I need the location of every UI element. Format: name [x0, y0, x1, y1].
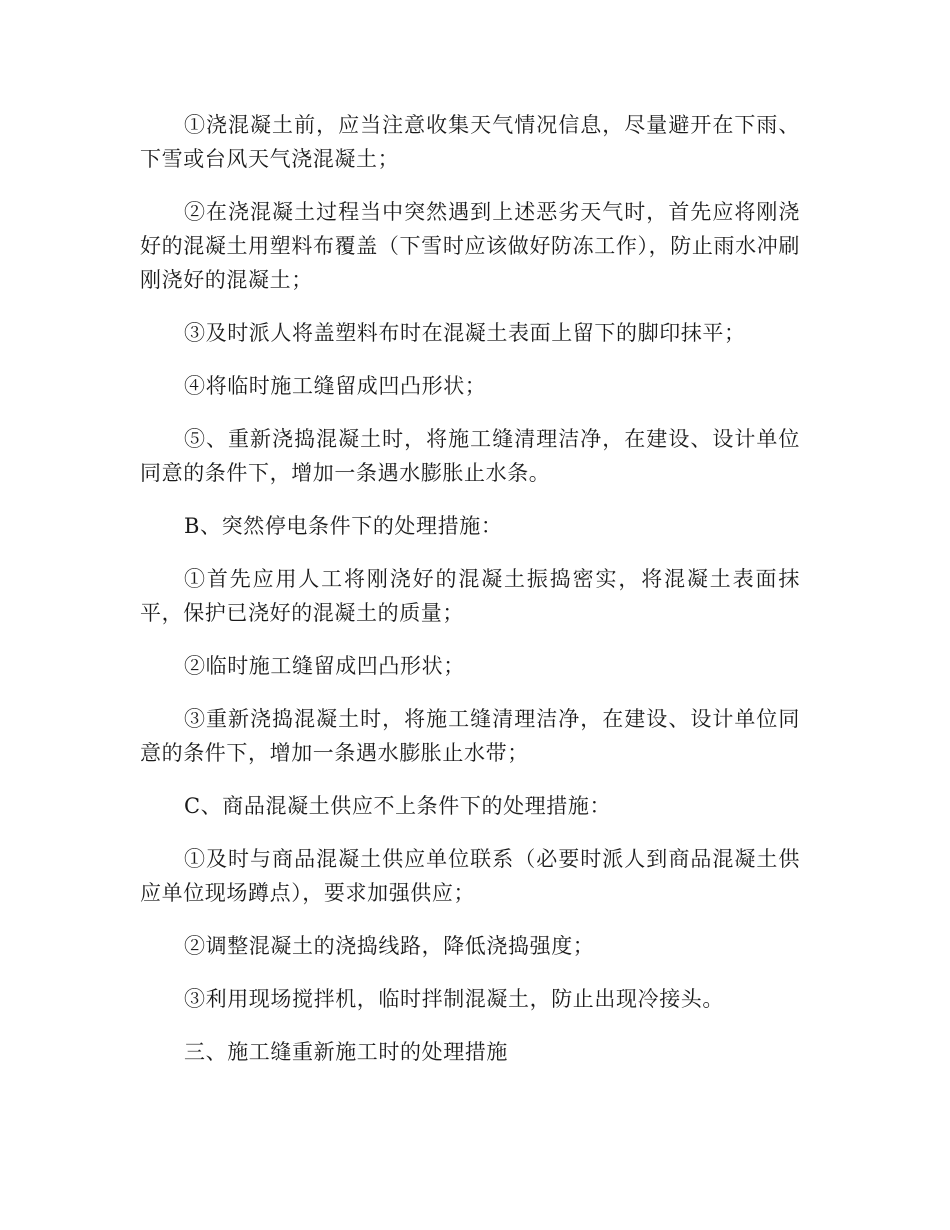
document-body — [140, 108, 800, 1088]
paragraph-12: ②调整混凝土的浇捣线路，降低浇捣强度； — [184, 934, 595, 958]
section-heading-3: 三、施工缝重新施工时的处理措施 — [184, 1040, 508, 1064]
section-heading-c: C、商品混凝土供应不上条件下的处理措施： — [184, 794, 612, 818]
paragraph-4: ④将临时施工缝留成凹凸形状； — [184, 374, 487, 398]
paragraph-3: ③及时派人将盖塑料布时在混凝土表面上留下的脚印抹平； — [184, 321, 746, 345]
paragraph-9: ③重新浇捣混凝土时，将施工缝清理洁净，在建设、设计单位同意的条件下，增加一条遇水膨胀止水带； — [140, 707, 800, 765]
paragraph-13: ③利用现场搅拌机，临时拌制混凝土，防止出现冷接头。 — [184, 987, 724, 1011]
paragraph-5: ⑤、重新浇捣混凝土时，将施工缝清理洁净，在建设、设计单位同意的条件下，增加一条遇水膨胀止水条。 — [140, 427, 800, 485]
paragraph-11: ①及时与商品混凝土供应单位联系（必要时派人到商品混凝土供应单位现场蹲点），要求加强供应； — [140, 847, 800, 905]
paragraph-7: ①首先应用人工将刚浇好的混凝土振捣密实，将混凝土表面抹平，保护已浇好的混凝土的质量； — [140, 567, 800, 625]
paragraph-8: ②临时施工缝留成凹凸形状； — [184, 654, 465, 678]
paragraph-2: ②在浇混凝土过程当中突然遇到上述恶劣天气时，首先应将刚浇好的混凝土用塑料布覆盖（下雪时应该做好防冻工作），防止雨水冲刷刚浇好的混凝土； — [140, 200, 800, 292]
section-heading-b: B、突然停电条件下的处理措施： — [184, 514, 503, 538]
paragraph-1: ①浇混凝土前，应当注意收集天气情况信息，尽量避开在下雨、下雪或台风天气浇混凝土； — [140, 113, 800, 171]
